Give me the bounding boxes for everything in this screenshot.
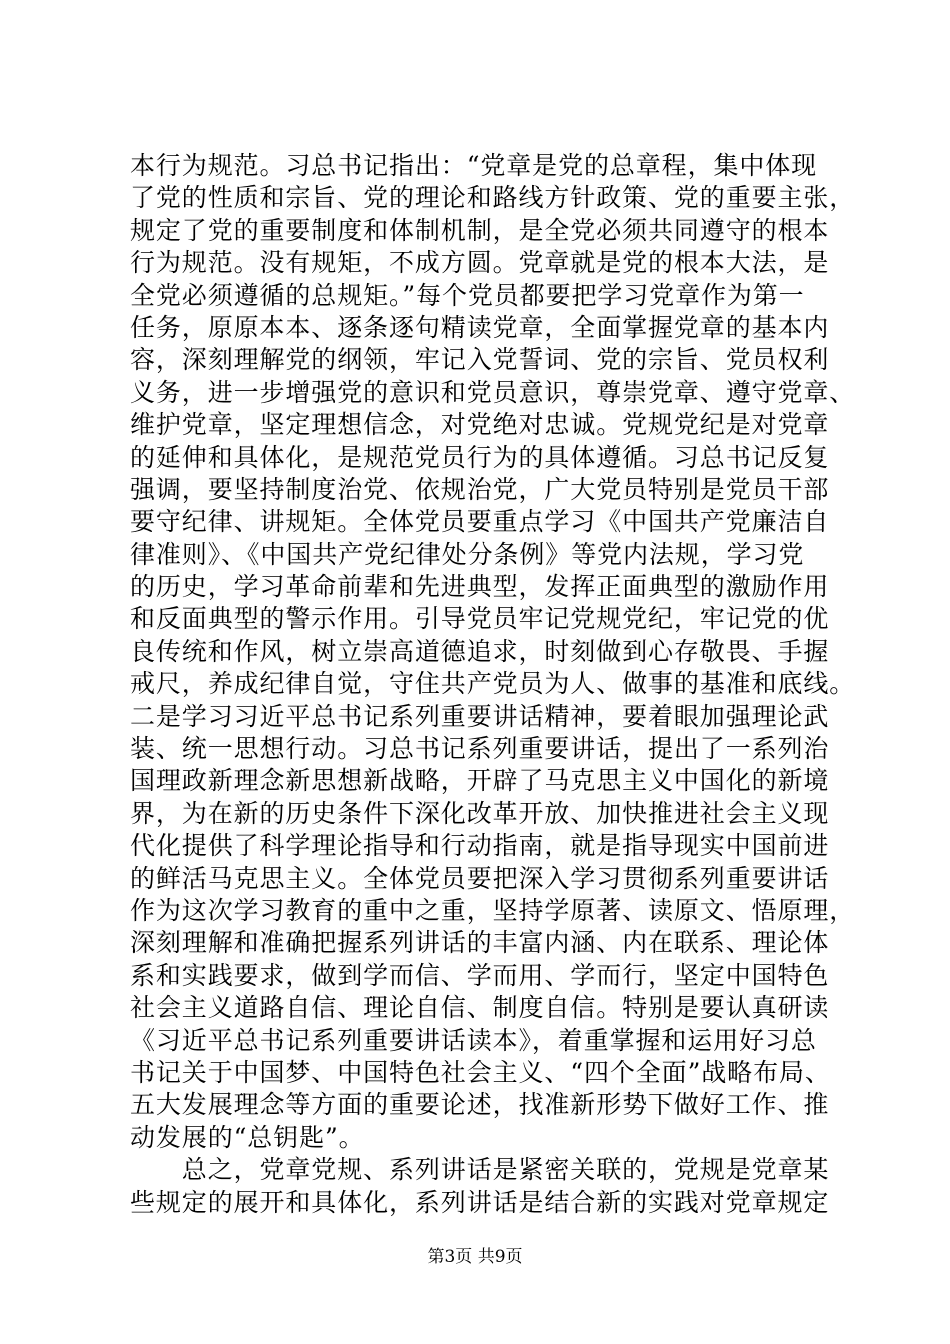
page-number-footer: 第3页 共9页: [427, 1247, 523, 1267]
text-line: 装、统一思想行动。习总书记系列重要讲话，提出了一系列治: [130, 734, 830, 764]
text-line: 书记关于中国梦、中国特色社会主义、“四个全面”战略布局、: [130, 1057, 831, 1087]
text-line: 本行为规范。习总书记指出：“党章是党的总章程，集中体现: [130, 151, 818, 180]
document-body: [130, 150, 856, 1219]
text-line: 强调，要坚持制度治党、依规治党，广大党员特别是党员干部: [130, 474, 830, 504]
text-line: 戒尺，养成纪律自觉，守住共产党员为人、做事的基准和底线。: [130, 669, 856, 699]
text-line: 的历史，学习革命前辈和先进典型，发挥正面典型的激励作用: [130, 572, 830, 602]
text-line: 全党必须遵循的总规矩。”每个党员都要把学习党章作为第一: [130, 280, 805, 310]
text-line: 义务，进一步增强党的意识和党员意识，尊崇党章、遵守党章、: [130, 377, 856, 407]
text-line: 良传统和作风，树立崇高道德追求，时刻做到心存敬畏、手握: [130, 636, 830, 666]
text-line: 的延伸和具体化，是规范党员行为的具体遵循。习总书记反复: [130, 442, 830, 472]
text-line: 动发展的“总钥匙”。: [130, 1122, 365, 1152]
text-line: 的鲜活马克思主义。全体党员要把深入学习贯彻系列重要讲话: [130, 863, 830, 893]
text-line: 界，为在新的历史条件下深化改革开放、加快推进社会主义现: [130, 798, 830, 828]
text-line: 了党的性质和宗旨、党的理论和路线方针政策、党的重要主张，: [130, 183, 856, 213]
text-line: 容，深刻理解党的纲领，牢记入党誓词、党的宗旨、党员权利: [130, 345, 830, 375]
text-line: 任务，原原本本、逐条逐句精读党章，全面掌握党章的基本内: [130, 312, 830, 342]
text-line: 系和实践要求，做到学而信、学而用、学而行，坚定中国特色: [130, 960, 830, 990]
text-line: 社会主义道路自信、理论自信、制度自信。特别是要认真研读: [130, 993, 830, 1023]
text-line: 行为规范。没有规矩，不成方圆。党章就是党的根本大法，是: [130, 248, 830, 278]
text-line: 总之，党章党规、系列讲话是紧密关联的，党规是党章某: [130, 1155, 830, 1185]
text-line: 《习近平总书记系列重要讲话读本》，着重掌握和运用好习总: [130, 1025, 817, 1055]
text-line: 些规定的展开和具体化，系列讲话是结合新的实践对党章规定: [130, 1187, 830, 1217]
text-line: 和反面典型的警示作用。引导党员牢记党规党纪，牢记党的优: [130, 604, 830, 634]
text-line: 国理政新理念新思想新战略，开辟了马克思主义中国化的新境: [130, 766, 830, 796]
text-line: 规定了党的重要制度和体制机制，是全党必须共同遵守的根本: [130, 215, 830, 245]
text-line: 二是学习习近平总书记系列重要讲话精神，要着眼加强理论武: [130, 701, 830, 731]
text-line: 代化提供了科学理论指导和行动指南，就是指导现实中国前进: [130, 831, 830, 861]
text-line: 要守纪律、讲规矩。全体党员要重点学习《中国共产党廉洁自: [130, 507, 830, 537]
text-line: 作为这次学习教育的重中之重，坚持学原著、读原文、悟原理，: [130, 895, 856, 925]
text-line: 五大发展理念等方面的重要论述，找准新形势下做好工作、推: [130, 1090, 830, 1120]
text-line: 维护党章，坚定理想信念，对党绝对忠诚。党规党纪是对党章: [130, 410, 830, 440]
text-line: 律准则》、《中国共产党纪律处分条例》等党内法规，学习党: [130, 539, 805, 569]
text-line: 深刻理解和准确把握系列讲话的丰富内涵、内在联系、理论体: [130, 928, 830, 958]
